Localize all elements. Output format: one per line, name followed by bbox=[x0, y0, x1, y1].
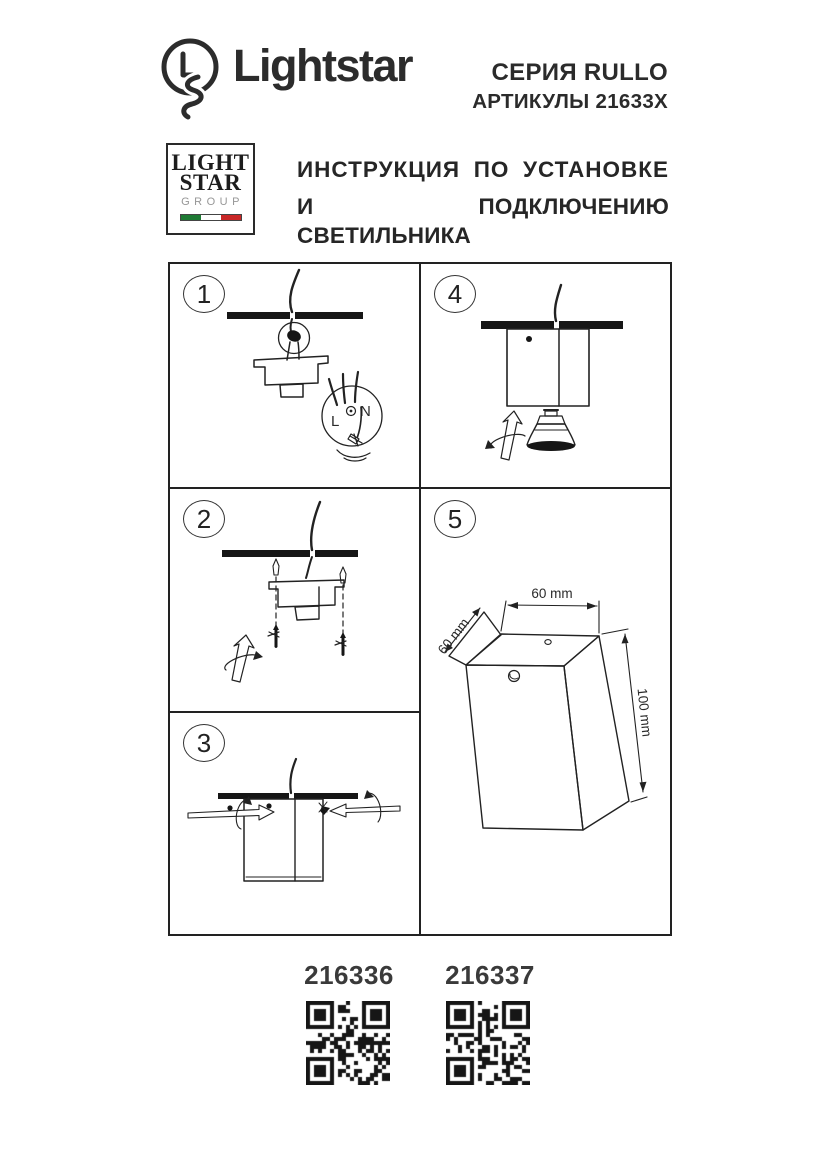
terminal-l-label: L bbox=[331, 413, 340, 430]
product-code-2: 216337 bbox=[445, 960, 535, 990]
step-2-number: 2 bbox=[183, 500, 225, 538]
mounting-bracket bbox=[269, 580, 344, 620]
step-4-panel bbox=[421, 264, 670, 487]
group-logo-group: GROUP bbox=[181, 196, 244, 208]
side-screw bbox=[509, 671, 520, 682]
dimension-height bbox=[602, 629, 654, 802]
fixture-box bbox=[449, 612, 629, 830]
step-5-number: 5 bbox=[434, 500, 476, 538]
ceiling-bar bbox=[218, 793, 358, 799]
page-title bbox=[297, 155, 669, 250]
instruction-steps-grid bbox=[168, 262, 672, 936]
dim-height-label: 100 mm bbox=[634, 687, 655, 738]
dim-width-label: 60 mm bbox=[531, 586, 573, 601]
italian-flag-stripe bbox=[180, 214, 242, 221]
lamp-housing bbox=[507, 329, 589, 406]
terminal-n-label: N bbox=[360, 403, 371, 420]
terminal-detail-circle bbox=[322, 372, 382, 461]
ceiling-bar bbox=[222, 550, 358, 557]
screw-head-left bbox=[227, 805, 232, 810]
screw-pin-left bbox=[273, 559, 279, 575]
dimension-width bbox=[501, 586, 599, 633]
series-name: СЕРИЯ RULLO bbox=[491, 59, 668, 86]
screw-left bbox=[268, 624, 279, 648]
brand-logotype: Lightstar bbox=[233, 40, 413, 91]
screw-head-right bbox=[266, 803, 271, 808]
step-3-panel bbox=[170, 713, 419, 934]
wire-hole bbox=[545, 640, 551, 645]
lightstar-bulb-icon bbox=[160, 36, 224, 122]
mains-wire bbox=[555, 285, 561, 321]
step-5-dimensions-illustration bbox=[421, 489, 670, 934]
qr-code-1 bbox=[306, 1001, 390, 1085]
step-3-number: 3 bbox=[183, 724, 225, 762]
mounting-bracket bbox=[254, 356, 328, 397]
wire-hole-detail bbox=[279, 323, 310, 361]
step-1-number: 1 bbox=[183, 275, 225, 313]
mains-wire bbox=[290, 759, 296, 793]
step-2-panel bbox=[170, 489, 419, 711]
flag-green bbox=[181, 215, 201, 220]
lightstar-group-logo bbox=[166, 143, 255, 235]
title-line-1: ИНСТРУКЦИЯ ПО УСТАНОВКЕ bbox=[297, 157, 669, 182]
rotation-arrow-right bbox=[364, 790, 381, 822]
step-5-panel bbox=[421, 489, 670, 934]
screw-right bbox=[335, 632, 346, 656]
slide-arrow-right bbox=[330, 804, 400, 817]
terminal-screw bbox=[348, 434, 362, 446]
product-code-1: 216336 bbox=[304, 960, 394, 990]
fixing-screw-right bbox=[319, 802, 330, 815]
series-block bbox=[472, 60, 668, 114]
mains-wire bbox=[290, 270, 299, 335]
ceiling-bar bbox=[227, 312, 363, 319]
step-1-panel bbox=[170, 264, 419, 487]
dimension-depth bbox=[435, 608, 480, 657]
group-logo-star: STAR bbox=[179, 170, 242, 195]
ceiling-bar bbox=[481, 321, 623, 329]
gu10-lamp bbox=[527, 410, 575, 451]
title-line-2: И ПОДКЛЮЧЕНИЮ СВЕТИЛЬНИКА bbox=[297, 194, 669, 248]
dim-depth-label: 60 mm bbox=[434, 615, 473, 658]
qr-code-2 bbox=[446, 1001, 530, 1085]
article-numbers: АРТИКУЛЫ 21633X bbox=[472, 90, 668, 113]
flag-red bbox=[221, 215, 241, 220]
group-logo-light: LIGHT bbox=[171, 150, 250, 175]
flag-white bbox=[201, 215, 221, 220]
mains-wire bbox=[306, 502, 320, 578]
step-4-number: 4 bbox=[434, 275, 476, 313]
